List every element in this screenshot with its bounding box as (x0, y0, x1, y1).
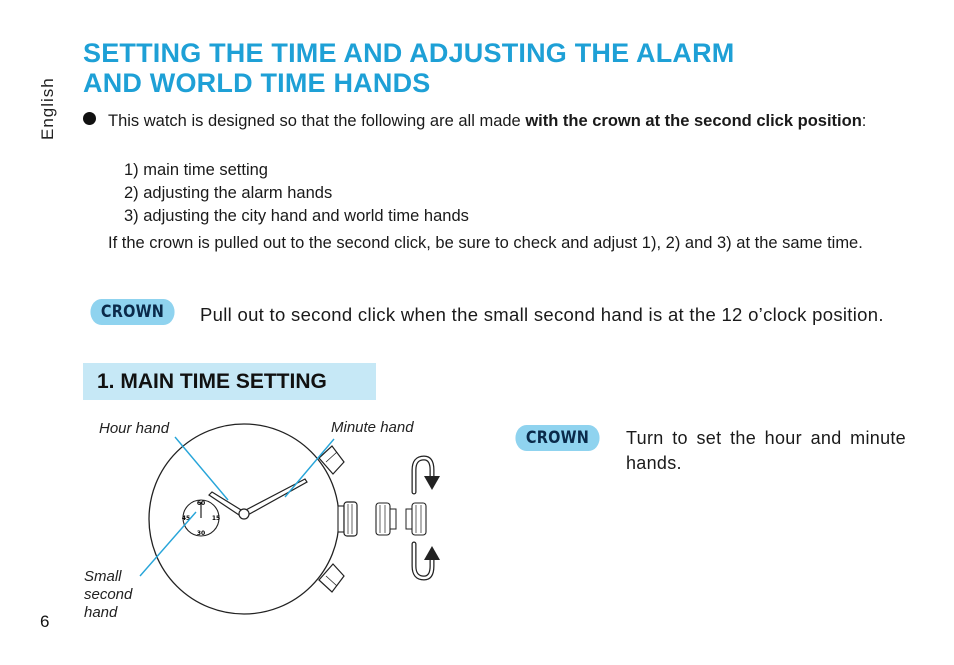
rotate-clockwise-arrow-icon (414, 458, 440, 492)
small-second-label-line: second (84, 586, 133, 603)
page-title-line-2: AND WORLD TIME HANDS (83, 68, 431, 98)
hour-hand-label: Hour hand (99, 420, 170, 437)
intro-end: : (861, 112, 867, 130)
crown-first-click-icon (376, 503, 396, 535)
minute-hand-label: Minute hand (331, 419, 414, 436)
page-number: 6 (40, 612, 50, 631)
intro-text: This watch is designed so that the following are all made (108, 112, 526, 130)
small-second-label-line: Small (84, 568, 122, 585)
subdial-mark-60: 60 (196, 500, 206, 507)
list-item: 2) adjusting the alarm hands (124, 184, 333, 202)
center-pinion (239, 509, 249, 519)
crown-second-click-icon (406, 503, 426, 535)
subdial-mark-45: 45 (181, 515, 191, 522)
list-item: 1) main time setting (124, 161, 268, 179)
pull-out-instruction: Pull out to second click when the small second hand is at the 12 o’clock position. (200, 304, 884, 325)
turn-instruction: Turn to set the hour and minute hands. (626, 428, 906, 473)
subdial-mark-15: 15 (211, 515, 221, 522)
crown-icon (338, 502, 357, 536)
intro-bold-text: with the crown at the second click position (525, 112, 862, 130)
subdial-mark-30: 30 (196, 530, 206, 537)
crown-note: If the crown is pulled out to the second click, be sure to check and adjust 1), 2) and 3) at the same time. (108, 234, 863, 252)
rotate-counterclockwise-arrow-icon (414, 544, 440, 578)
list-item: 3) adjusting the city hand and world time hands (124, 207, 469, 225)
section-title: 1. MAIN TIME SETTING (97, 370, 327, 393)
page-title-line-1: SETTING THE TIME AND ADJUSTING THE ALARM (83, 38, 735, 68)
small-second-label-line: hand (84, 604, 118, 621)
crown-badge: CROWN (90, 299, 174, 325)
crown-badge: CROWN (515, 425, 599, 451)
language-tab: English (38, 77, 57, 140)
